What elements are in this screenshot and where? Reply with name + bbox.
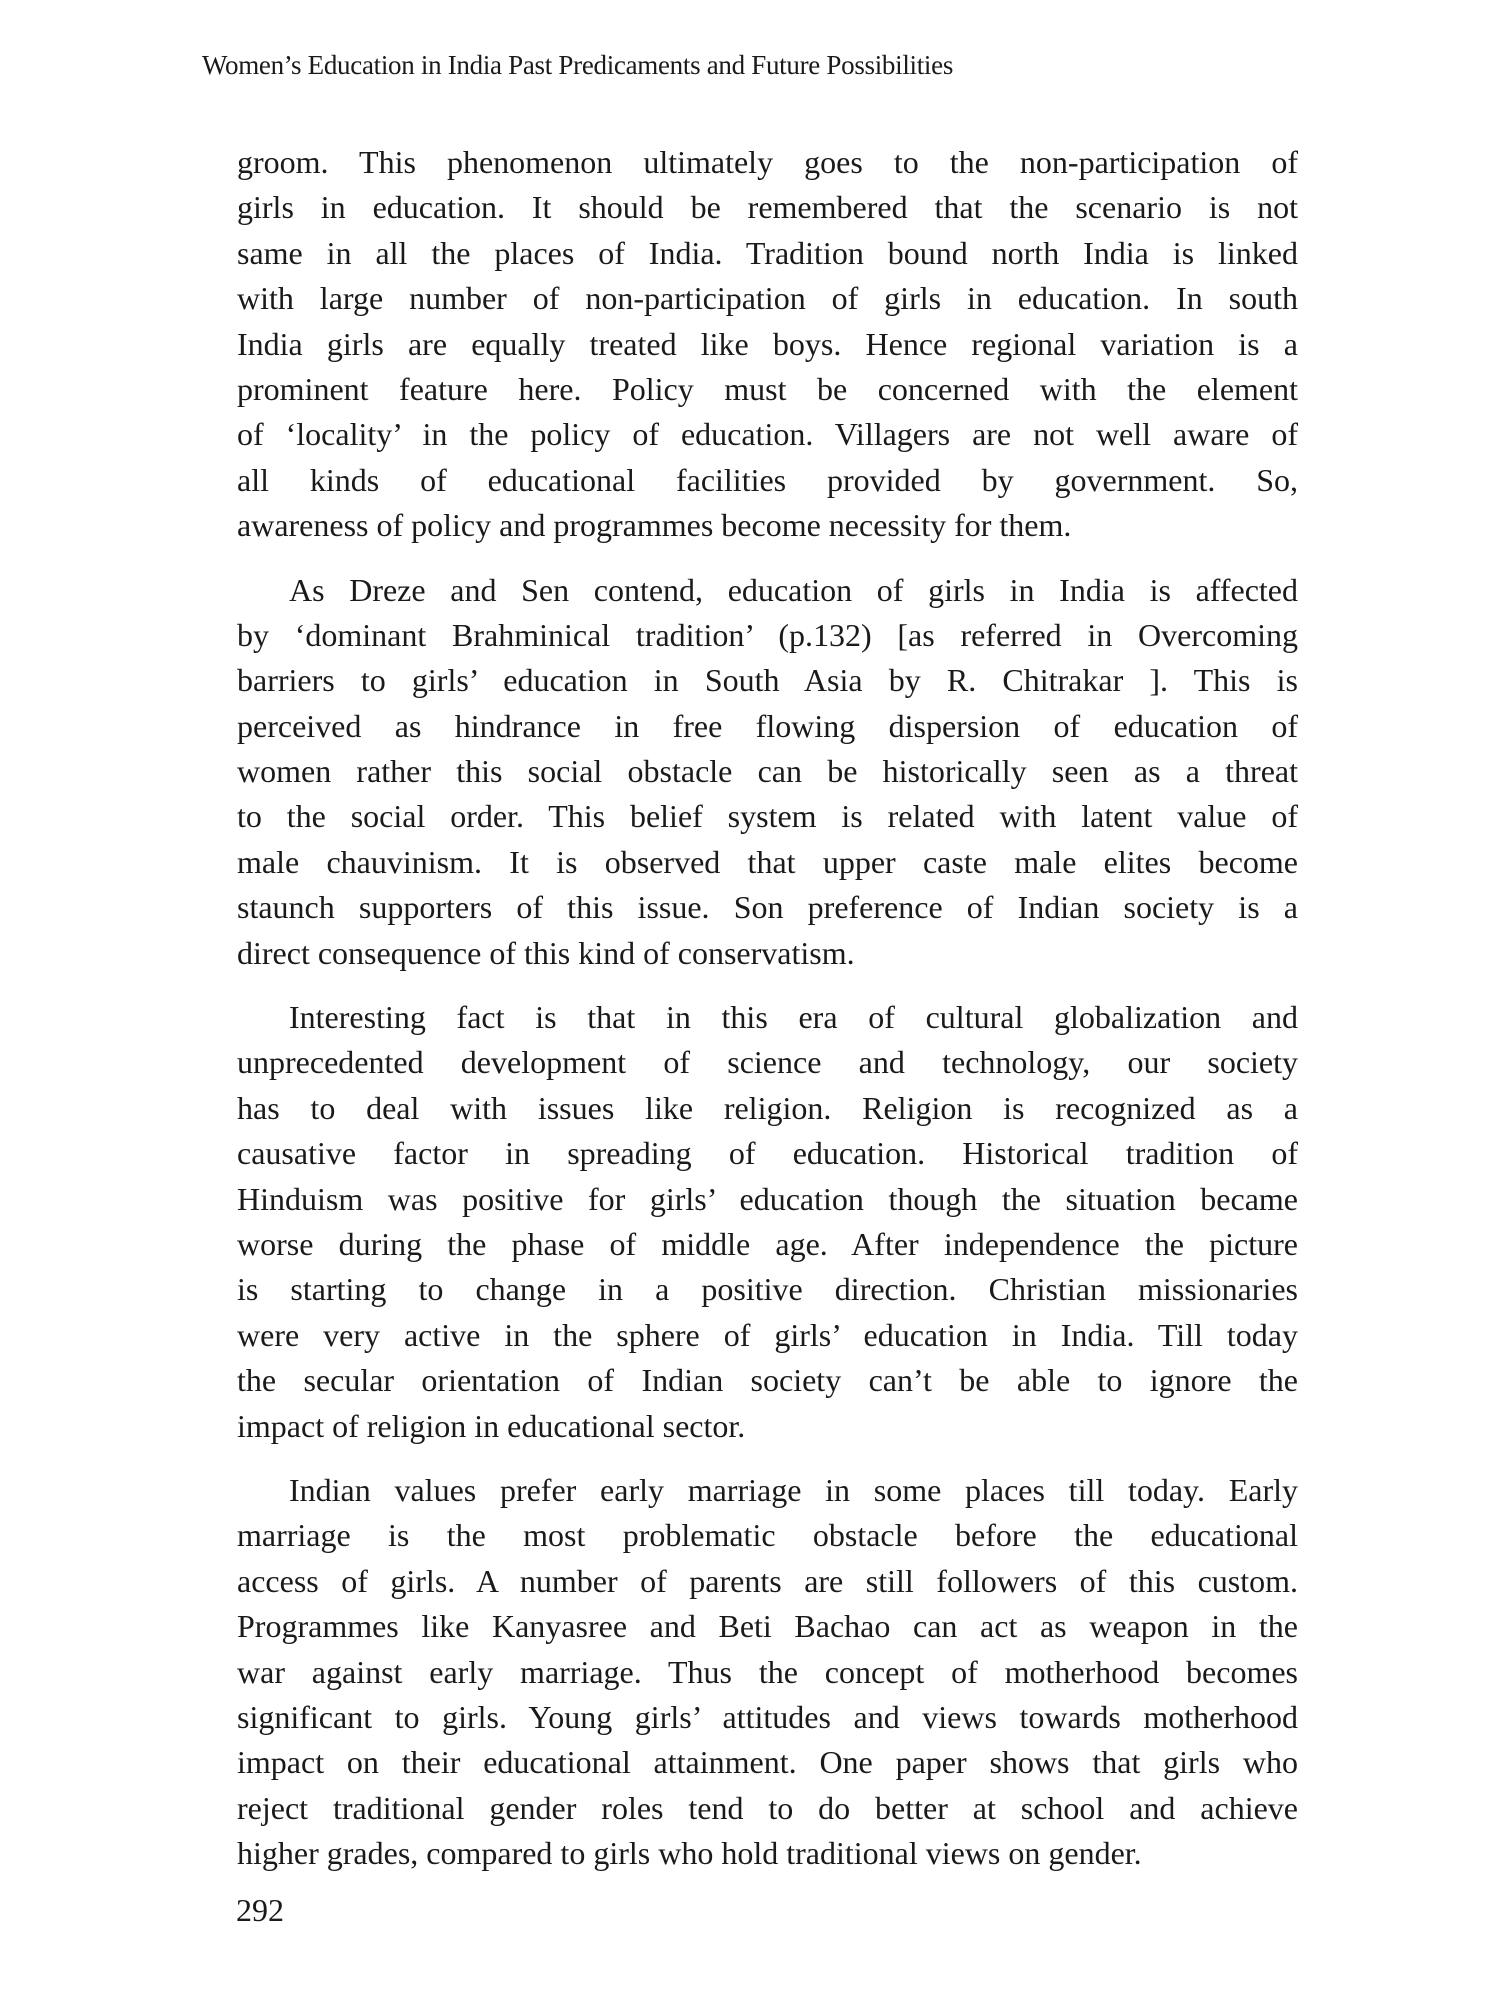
text-line: Hinduism was positive for girls’ education though the situation became — [237, 1180, 1298, 1217]
text-line: worse during the phase of middle age. After independence the picture — [237, 1225, 1298, 1262]
text-line: impact on their educational attainment. One paper shows that girls who — [237, 1744, 1298, 1781]
page-number: 292 — [236, 1892, 284, 1928]
text-line: war against early marriage. Thus the concept of motherhood becomes — [237, 1653, 1298, 1690]
text-line: unprecedented development of science and technology, our society — [237, 1044, 1298, 1081]
text-line: with large number of non-participation of girls in education. In south — [237, 280, 1298, 317]
text-line: were very active in the sphere of girls’ education in India. Till today — [237, 1316, 1298, 1353]
running-head: Women’s Education in India Past Predicaments and Future Possibilities — [202, 50, 954, 80]
text-line: girls in education. It should be remembered that the scenario is not — [237, 189, 1298, 226]
text-line: significant to girls. Young girls’ attitudes and views towards motherhood — [237, 1698, 1298, 1735]
text-line: women rather this social obstacle can be historically seen as a threat — [237, 753, 1298, 790]
text-line: perceived as hindrance in free flowing dispersion of education of — [237, 707, 1298, 744]
paragraph — [237, 995, 1298, 1449]
paragraph — [237, 568, 1298, 977]
text-line: As Dreze and Sen contend, education of girls in India is affected — [289, 571, 1298, 608]
text-line: by ‘dominant Brahminical tradition’ (p.132) [as referred in Overcoming — [237, 616, 1298, 653]
text-line: groom. This phenomenon ultimately goes to the non-participation of — [237, 144, 1298, 180]
text-line: same in all the places of India. Tradition bound north India is linked — [237, 234, 1298, 271]
text-line: all kinds of educational facilities provided by government. So, — [237, 461, 1298, 498]
text-line: India girls are equally treated like boys. Hence regional variation is a — [237, 325, 1298, 362]
paragraph — [237, 140, 1298, 549]
text-line: prominent feature here. Policy must be concerned with the element — [237, 370, 1298, 407]
text-line: access of girls. A number of parents are still followers of this custom. — [237, 1562, 1298, 1599]
text-line: has to deal with issues like religion. Religion is recognized as a — [237, 1089, 1298, 1126]
text-line: impact of religion in educational sector. — [237, 1407, 746, 1444]
text-line: the secular orientation of Indian society can’t be able to ignore the — [237, 1362, 1298, 1399]
text-line: to the social order. This belief system is related with latent value of — [237, 798, 1298, 835]
text-line: awareness of policy and programmes become necessity for them. — [237, 507, 1072, 544]
text-line: barriers to girls’ education in South Asia by R. Chitrakar ]. This is — [237, 662, 1298, 699]
text-line: of ‘locality’ in the policy of education. Villagers are not well aware of — [237, 416, 1298, 453]
body-text — [237, 140, 1298, 1895]
text-line: higher grades, compared to girls who hold traditional views on gender. — [237, 1835, 1142, 1872]
text-line: is starting to change in a positive direction. Christian missionaries — [237, 1271, 1298, 1308]
text-line: staunch supporters of this issue. Son preference of Indian society is a — [237, 889, 1298, 926]
text-line: male chauvinism. It is observed that upper caste male elites become — [237, 843, 1298, 880]
text-line: causative factor in spreading of education. Historical tradition of — [237, 1135, 1298, 1172]
text-line: Indian values prefer early marriage in some places till today. Early — [289, 1471, 1298, 1508]
text-line: Programmes like Kanyasree and Beti Bachao can act as weapon in the — [237, 1608, 1298, 1645]
text-line: marriage is the most problematic obstacle before the educational — [237, 1517, 1298, 1554]
text-line: reject traditional gender roles tend to do better at school and achieve — [237, 1789, 1298, 1826]
text-line: Interesting fact is that in this era of cultural globalization and — [289, 999, 1298, 1036]
paragraph — [237, 1468, 1298, 1877]
text-line: direct consequence of this kind of conservatism. — [237, 934, 855, 971]
